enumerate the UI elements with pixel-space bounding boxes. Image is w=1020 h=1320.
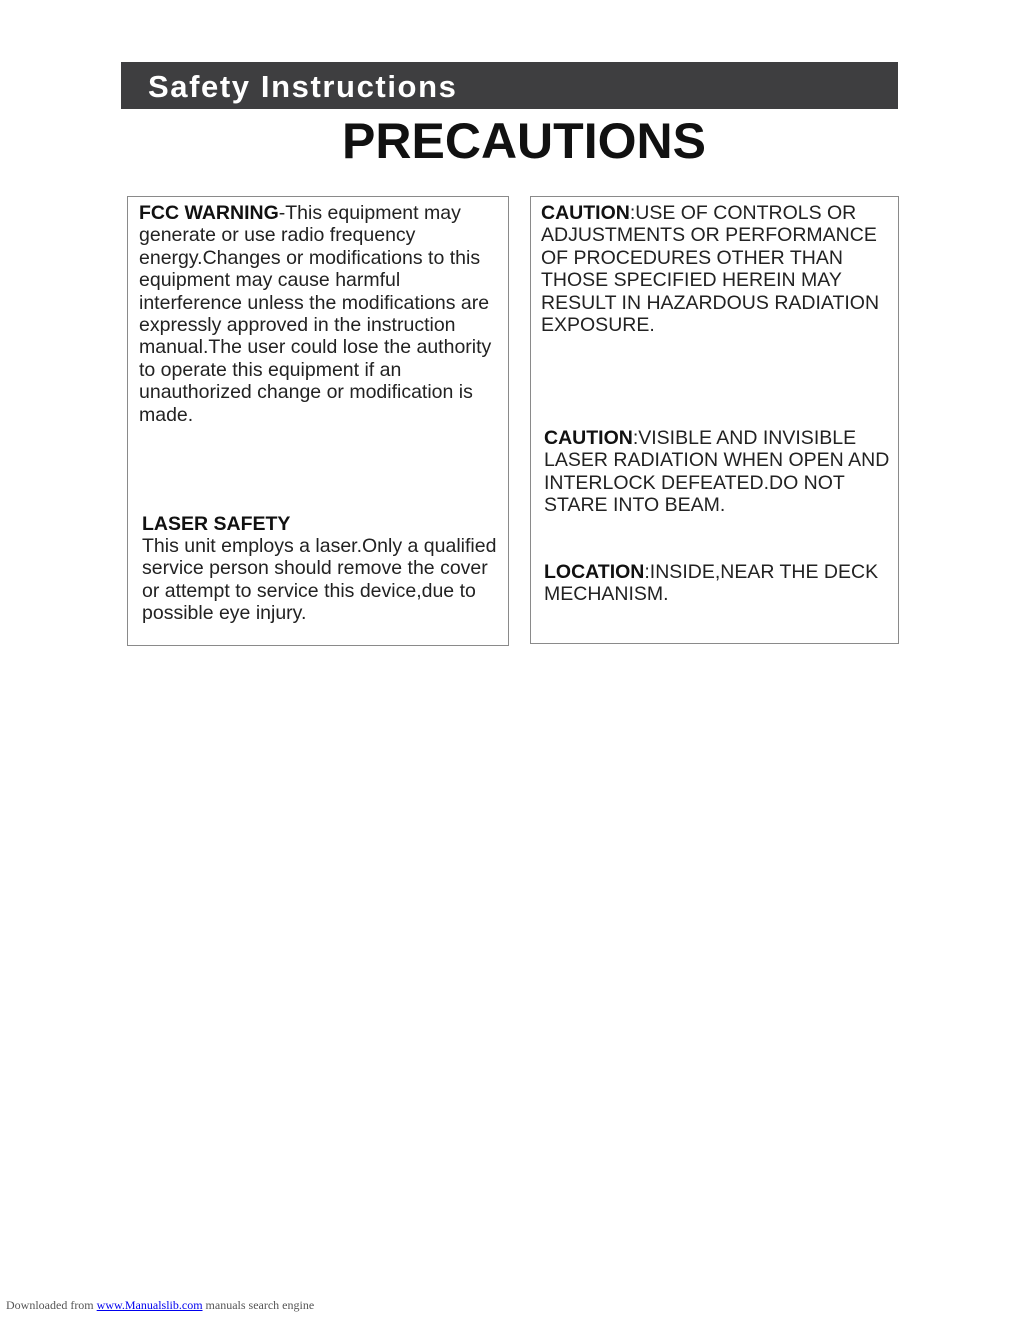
section-header-bar: [121, 62, 898, 109]
download-footer: [6, 1298, 314, 1313]
fcc-warning-text: -This equipment may generate or use radio frequency energy.Changes or modifications to this equipment may cause harmful interference unless the modifications are expressly approved in the instruction manual.The user could lose the authority to operate this equipment if an unauthorized change or modification is made.: [139, 202, 492, 426]
fcc-warning-label: FCC WARNING: [139, 202, 279, 224]
caution-radiation-paragraph: [544, 427, 900, 517]
footer-prefix: Downloaded from: [6, 1298, 97, 1312]
section-title: Safety Instructions: [148, 69, 458, 104]
manualslib-link[interactable]: www.Manualslib.com: [96, 1298, 203, 1312]
fcc-warning-paragraph: [139, 202, 505, 426]
caution-controls-paragraph: [541, 202, 893, 336]
caution-label: CAUTION: [541, 202, 630, 224]
laser-safety-heading: LASER SAFETY: [142, 513, 291, 535]
caution-controls-text: :USE OF CONTROLS OR ADJUSTMENTS OR PERFORMANCE OF PROCEDURES OTHER THAN THOSE SPECIFIED HEREIN MAY RESULT IN HAZARDOUS RADIATION EXPOSURE.: [541, 202, 880, 337]
location-text: :INSIDE,NEAR THE DECK MECHANISM.: [544, 561, 879, 606]
caution-radiation-text: :VISIBLE AND INVISIBLE LASER RADIATION WHEN OPEN AND INTERLOCK DEFEATED.DO NOT STARE INTO BEAM.: [544, 427, 890, 517]
page-title: PRECAUTIONS: [342, 113, 706, 169]
location-paragraph: [544, 561, 896, 606]
laser-safety-text: This unit employs a laser.Only a qualified service person should remove the cover or attempt to service this device,due to possible eye injury.: [142, 535, 497, 625]
caution-label: CAUTION: [544, 427, 633, 449]
location-label: LOCATION: [544, 561, 645, 583]
footer-suffix: manuals search engine: [202, 1298, 315, 1312]
